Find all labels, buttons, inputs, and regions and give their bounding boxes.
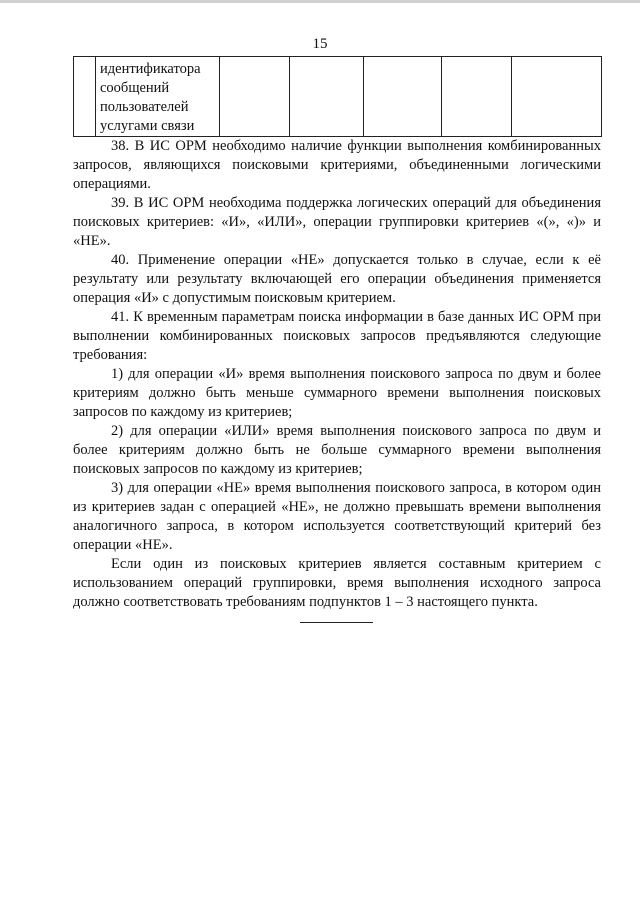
subitem-3: 3) для операции «НЕ» время выполнения поискового запроса, в котором один из критериев задан с операцией «НЕ», не должно превышать времени выполнения аналогичного запроса, в котором используется соответствующий критерий без операции «НЕ».: [73, 480, 601, 553]
table-cell-empty: [220, 57, 290, 137]
paragraph-39: 39. В ИС ОРМ необходима поддержка логических операций для объединения поисковых критериев: «И», «ИЛИ», операции группировки критериев «(», «)» и «НЕ».: [73, 195, 601, 249]
top-edge-line: [0, 0, 640, 3]
table-cell-line: услугами связи: [100, 118, 195, 134]
table-cell-line: пользователей: [100, 99, 189, 115]
continuation-table: [73, 56, 602, 137]
table-cell-empty: [364, 57, 442, 137]
paragraph-41: 41. К временным параметрам поиска информации в базе данных ИС ОРМ при выполнении комбинированных поисковых запросов предъявляются следующие требования:: [73, 309, 601, 363]
subitem-2: 2) для операции «ИЛИ» время выполнения поискового запроса по двум и более критериям должно быть не больше суммарного времени выполнения поисковых запросов по каждому из критериев;: [73, 423, 601, 477]
document-body: [73, 137, 601, 612]
page-number: 15: [312, 36, 328, 52]
table-cell-line: сообщений: [100, 80, 170, 96]
paragraph-40: 40. Применение операции «НЕ» допускается только в случае, если к её результату или результату включающей его операции объединения применяется операция «И» с допустимым поисковым критерием.: [73, 252, 601, 306]
table-cell-empty: [442, 57, 512, 137]
table-cell-empty: [74, 57, 96, 137]
table-cell-empty: [290, 57, 364, 137]
end-of-section-line: [300, 622, 373, 623]
subitem-1: 1) для операции «И» время выполнения поискового запроса по двум и более критериям должно быть меньше суммарного времени выполнения поисковых запросов по каждому из критериев;: [73, 366, 601, 420]
table-cell-text: [96, 57, 220, 137]
table-cell-line: идентификатора: [100, 61, 201, 77]
table-cell-empty: [512, 57, 602, 137]
paragraph-38: 38. В ИС ОРМ необходимо наличие функции выполнения комбинированных запросов, являющихся поисковыми критериями, объединенными логическими операциями.: [73, 138, 601, 192]
table-row: [74, 57, 602, 137]
closing-paragraph: Если один из поисковых критериев является составным критерием с использованием операций группировки, время выполнения исходного запроса должно соответствовать требованиям подпунктов 1 – 3 настоящего пункта.: [73, 556, 601, 610]
